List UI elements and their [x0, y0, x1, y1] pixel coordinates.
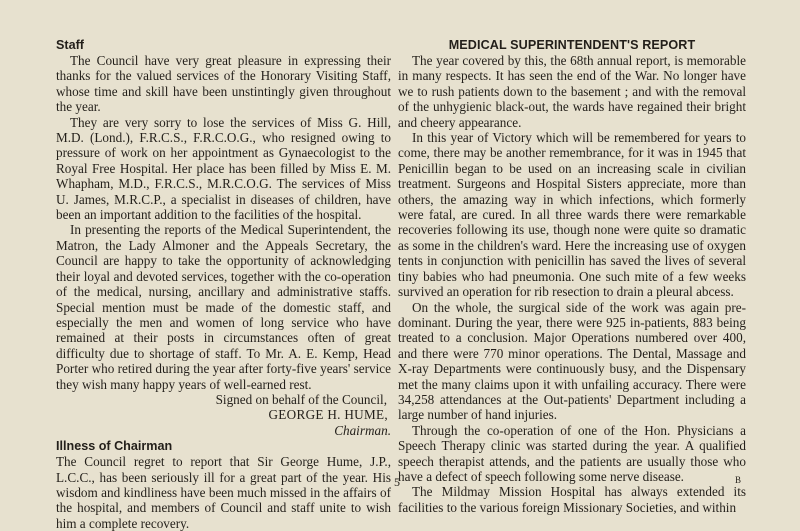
- right-column: [398, 37, 746, 515]
- report-paragraph-3: On the whole, the surgical side of the work was again pre-dominant. During the year, there were 925 in-patients, 883 being treated to a conclusion. Major Operations numbered over 400, and there were 770 minor operations. The Dental, Massage and X-ray Departments were continuously busy, and the Dispensary met the many claims upon it with unfailing accuracy. There were 34,258 attendances at the Out-patients' Department including a large number of hand injuries.: [398, 299, 746, 423]
- signer-role: Chairman.: [334, 422, 391, 438]
- staff-paragraph-2: They are very sorry to lose the services of Miss G. Hill, M.D. (Lond.), F.R.C.S., F.R.C.O.G., who resigned owing to pressure of work on her appointment as Gynaecologist to the Royal Free Hospital. Her place has been filled by Miss E. M. Whapham, M.D., F.R.C.S., M.R.C.O.G. The services of Miss U. James, M.R.C.P., a specialist in diseases of children, have been an important addition to the facilities of the hospital.: [56, 114, 391, 223]
- signer-name: GEORGE H. HUME,: [268, 407, 388, 423]
- staff-heading: Staff: [56, 38, 84, 52]
- left-column: [56, 37, 391, 531]
- signed-line: Signed on behalf of the Council,: [215, 391, 387, 407]
- report-paragraph-1: The year covered by this, the 68th annual report, is memorable in many respects. It has seen the end of the War. No longer have we to rush patients down to the basement ; and with the removal of the unhygienic black-out, the wards have regained their bright and cheery appearance.: [398, 53, 746, 130]
- report-paragraph-5: The Mildmay Mission Hospital has always extended its facilities to the various foreign Missionary Societies, and within: [398, 484, 746, 515]
- report-paragraph-2: In this year of Victory which will be remembered for years to come, there may be another remembrance, for it was in 1945 that Penicillin began to be used on an increasing scale in civilian treatment. Surgeons and Hospital Sisters appreciate, more than others, the amazing way in which infections, which formerly were fatal, are cured. In all three wards there were remarkable recoveries following its use, though none were quite so dramatic as some in the children's ward. Here the increasing use of oxygen tents in conjunction with penicillin has saved the lives of several tiny babies who had pneumonia. One such mite of a few weeks survived an operation for rib resection to drain a pleural abcess.: [398, 130, 746, 300]
- signature-mark: B: [735, 475, 742, 485]
- staff-paragraph-1: The Council have very great pleasure in expressing their thanks for the valued services of the Honorary Visiting Staff, whose time and skill have been unstintingly given throughout the year.: [56, 53, 391, 115]
- report-paragraph-4: Through the co-operation of one of the Hon. Physicians a Speech Therapy clinic was started during the year. A qualified speech therapist attends, and the patients are usually those who have a defect of speech following some nerve disease.: [398, 422, 746, 484]
- illness-paragraph: The Council regret to report that Sir George Hume, J.P., L.C.C., has been seriously ill for a great part of the year. His wisdom and kindliness have been much missed in the affairs of the hospital, and members of Council and staff unite to wish him a complete recovery.: [56, 454, 391, 531]
- illness-heading: Illness of Chairman: [56, 439, 173, 454]
- page-number: 5: [394, 475, 400, 489]
- medical-report-heading: MEDICAL SUPERINTENDENT'S REPORT: [448, 38, 696, 52]
- staff-paragraph-3: In presenting the reports of the Medical Superintendent, the Matron, the Lady Almoner and the Appeals Secretary, the Council are happy to take the opportunity of acknowledging their loyal and devoted services, together with the co-operation of the medical, nursing, ancillary and administrative staffs. Special mention must be made of the domestic staff, and especially the men and women of long service who have remained at their posts in circumstances often of great difficulty due to shortage of staff. To Mr. A. E. Kemp, Head Porter who retired during the year after forty-five years' service they wish many happy years of well-earned rest.: [56, 222, 391, 392]
